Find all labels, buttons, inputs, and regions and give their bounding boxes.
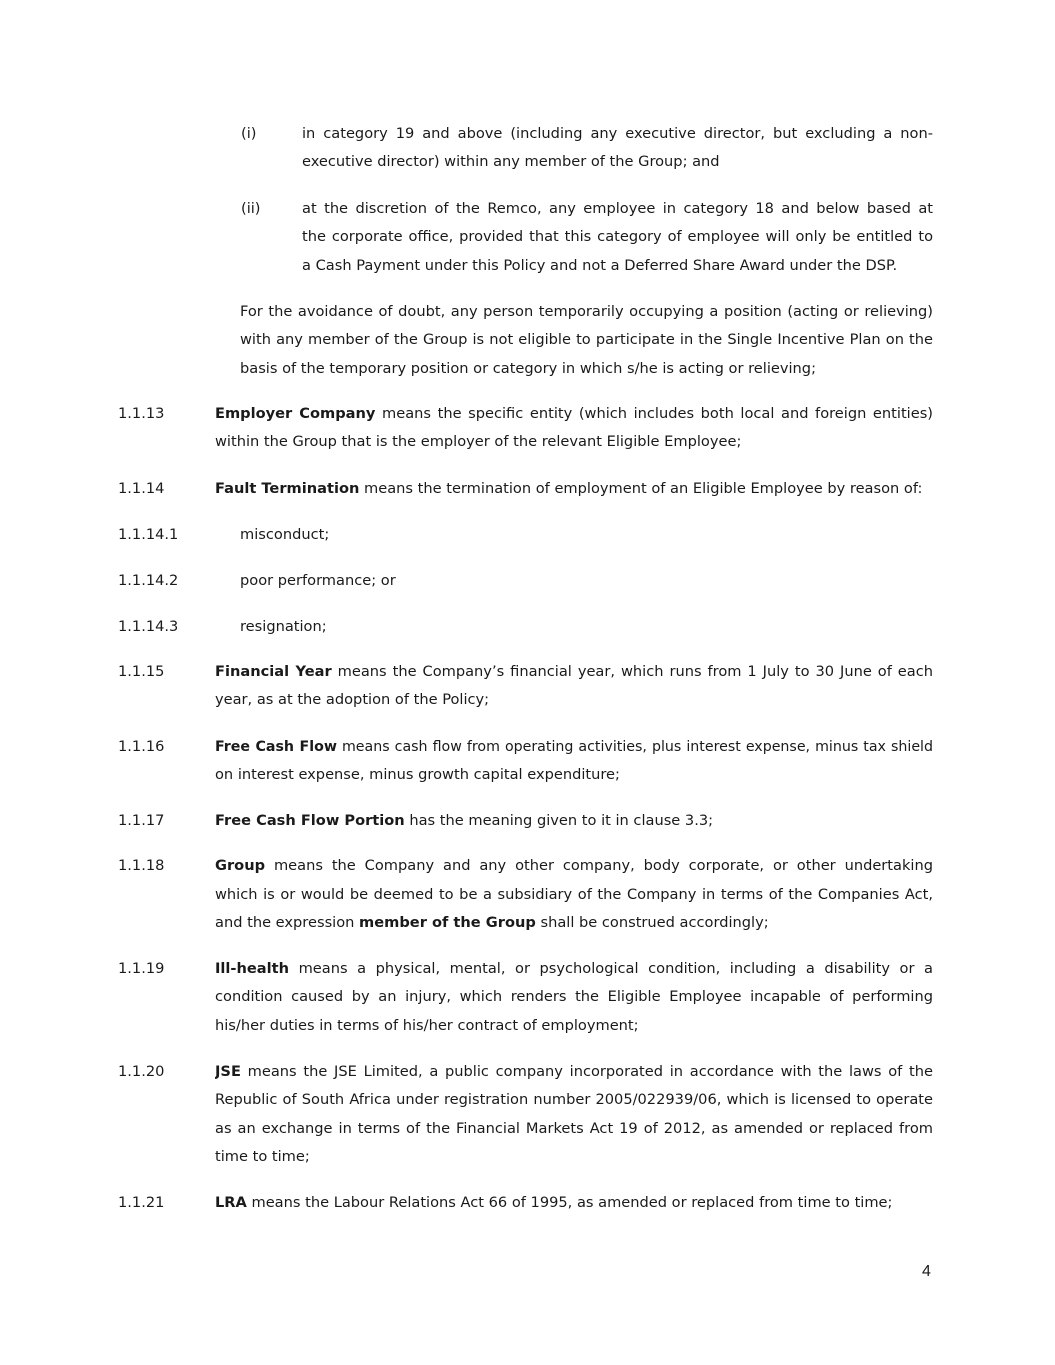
clause-text: means the Company’s financial year, which runs from 1 July to 30 June of each <box>331 663 933 680</box>
clause-text: means the JSE Limited, a public company incorporated in accordance with the laws of the <box>240 1063 933 1080</box>
clause-line <box>215 960 933 978</box>
clause-text: has the meaning given to it in clause 3.3; <box>404 812 714 829</box>
paragraph-line: For the avoidance of doubt, any person temporarily occupying a position (acting or relieving) <box>240 303 933 320</box>
clause-line: condition caused by an injury, which renders the Eligible Employee incapable of performing <box>215 988 933 1005</box>
defined-term: Group <box>215 857 266 874</box>
clause-line: time to time; <box>215 1148 310 1165</box>
clause-line <box>215 1194 892 1212</box>
clause-text: shall be construed accordingly; <box>535 914 769 931</box>
sub-item-label: (i) <box>241 125 257 142</box>
clause-number: 1.1.15 <box>118 663 165 680</box>
clause-number: 1.1.21 <box>118 1194 165 1211</box>
clause-line <box>215 405 933 423</box>
sub-item-label: (ii) <box>241 200 261 217</box>
clause-line: Republic of South Africa under registration number 2005/022939/06, which is licensed to operate <box>215 1091 933 1108</box>
clause-line <box>215 914 769 932</box>
defined-term: Financial Year <box>215 663 332 680</box>
page-number: 4 <box>922 1263 931 1280</box>
clause-line <box>215 1063 933 1081</box>
clause-number: 1.1.16 <box>118 738 165 755</box>
clause-line: which is or would be deemed to be a subsidiary of the Company in terms of the Companies Act, <box>215 886 933 903</box>
sub-item-text-line: a Cash Payment under this Policy and not a Deferred Share Award under the DSP. <box>302 257 898 274</box>
clause-text: means cash flow from operating activities, plus interest expense, minus tax shield <box>336 739 933 755</box>
clause-text: and the expression <box>215 914 360 931</box>
clause-text: means the Company and any other company, body corporate, or other undertaking <box>265 857 933 874</box>
clause-number: 1.1.20 <box>118 1063 165 1080</box>
clause-line: resignation; <box>240 618 327 635</box>
clause-text: means the termination of employment of an Eligible Employee by reason of: <box>359 480 923 497</box>
clause-number: 1.1.17 <box>118 812 165 829</box>
clause-line: his/her duties in terms of his/her contract of employment; <box>215 1017 639 1034</box>
clause-line <box>215 663 933 681</box>
defined-term: Free Cash Flow <box>215 739 337 755</box>
sub-item-text-line: the corporate office, provided that this category of employee will only be entitled to <box>302 228 933 245</box>
clause-text: means a physical, mental, or psychological condition, including a disability or a <box>289 960 933 977</box>
clause-number: 1.1.18 <box>118 857 165 874</box>
paragraph-line: basis of the temporary position or category in which s/he is acting or relieving; <box>240 360 816 377</box>
clause-line <box>215 738 933 756</box>
clause-text: means the Labour Relations Act 66 of 1995, as amended or replaced from time to time; <box>246 1194 893 1211</box>
defined-term: Fault Termination <box>215 480 360 497</box>
clause-line: on interest expense, minus growth capital expenditure; <box>215 766 620 783</box>
sub-item-text-line: at the discretion of the Remco, any employee in category 18 and below based at <box>302 200 933 217</box>
clause-number: 1.1.13 <box>118 405 165 422</box>
clause-line: poor performance; or <box>240 572 396 589</box>
clause-text: means the specific entity (which includes both local and foreign entities) <box>375 405 933 422</box>
defined-term: Employer Company <box>215 405 376 422</box>
clause-line <box>215 857 933 875</box>
defined-term: Free Cash Flow Portion <box>215 812 405 829</box>
sub-item-text-line: executive director) within any member of the Group; and <box>302 153 720 170</box>
defined-term: Ill-health <box>215 960 289 977</box>
clause-number: 1.1.19 <box>118 960 165 977</box>
clause-line: as an exchange in terms of the Financial Markets Act 19 of 2012, as amended or replaced from <box>215 1120 933 1137</box>
clause-number: 1.1.14.2 <box>118 572 179 589</box>
clause-line <box>215 812 713 830</box>
sub-item-text-line: in category 19 and above (including any executive director, but excluding a non- <box>302 125 933 142</box>
clause-line: within the Group that is the employer of the relevant Eligible Employee; <box>215 433 742 450</box>
clause-line <box>215 480 922 498</box>
defined-term: member of the Group <box>359 914 536 931</box>
defined-term: JSE <box>215 1063 241 1080</box>
paragraph-line: with any member of the Group is not eligible to participate in the Single Incentive Plan on the <box>240 331 933 348</box>
clause-number: 1.1.14.1 <box>118 526 179 543</box>
clause-line: misconduct; <box>240 526 330 543</box>
defined-term: LRA <box>215 1194 247 1211</box>
clause-number: 1.1.14 <box>118 480 165 497</box>
clause-line: year, as at the adoption of the Policy; <box>215 691 490 708</box>
clause-number: 1.1.14.3 <box>118 618 179 635</box>
